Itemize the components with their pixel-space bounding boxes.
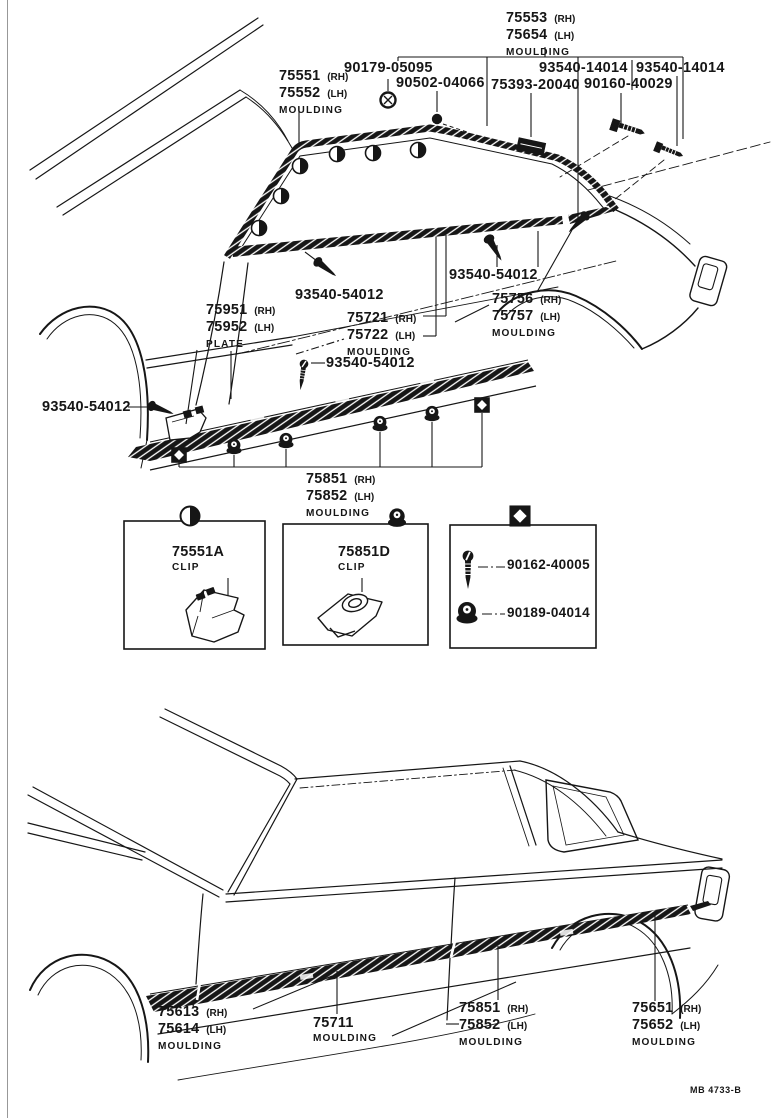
leader-lines-top bbox=[128, 47, 683, 467]
part-label-90160-40029: 90160-40029 bbox=[584, 76, 673, 92]
clip-label-75551a: 75551A CLIP bbox=[172, 543, 225, 573]
part-label-75613-75614: 75613 (RH) 75614 (LH) MOULDING bbox=[158, 1003, 228, 1052]
part-label-75651-75652: 75651 (RH) 75652 (LH) MOULDING bbox=[632, 999, 702, 1048]
clip-symbol-icon bbox=[273, 188, 288, 203]
part-label-75711: 75711 MOULDING bbox=[313, 1014, 378, 1044]
clip-circle-icons bbox=[251, 142, 425, 235]
part-label-75851-75852: 75851 (RH) 75852 (LH) MOULDING bbox=[306, 470, 376, 519]
clip-symbol-icon bbox=[181, 507, 200, 526]
part-label-90189-04014: 90189-04014 bbox=[507, 605, 590, 620]
part-label-75393-20040: 75393-20040 bbox=[491, 77, 580, 93]
screw-icon bbox=[296, 359, 309, 391]
moulding-joint-cover bbox=[516, 137, 546, 156]
grommet-icon bbox=[457, 602, 478, 624]
screw-icon bbox=[146, 400, 175, 419]
part-label-75951-75952: 75951 (RH) 75952 (LH) PLATE bbox=[206, 301, 276, 350]
grommet-icon bbox=[279, 433, 294, 448]
bolt-icon bbox=[653, 141, 684, 162]
clip-symbol-icon bbox=[365, 145, 380, 160]
part-label-75551-75552: 75551 (RH) 75552 (LH) MOULDING bbox=[279, 67, 349, 116]
diamond-square-icon bbox=[474, 397, 490, 413]
detail-box-fasteners bbox=[450, 525, 596, 648]
clip-symbol-icon bbox=[292, 158, 307, 173]
part-label-93540-54012-window: 93540-54012 bbox=[449, 267, 538, 283]
body-side-moulding-strip bbox=[146, 901, 711, 1012]
grommet-icon bbox=[373, 416, 388, 431]
part-label-75721-75722: 75721 (RH) 75722 (LH) MOULDING bbox=[347, 309, 417, 358]
screw-icon bbox=[463, 551, 474, 589]
figure-code: MB 4733-B bbox=[690, 1085, 742, 1095]
clip-symbol-icon bbox=[251, 220, 266, 235]
screw-icon bbox=[312, 255, 340, 280]
circled-nut-icon bbox=[381, 93, 396, 108]
part-label-93540-14014-b: 93540-14014 bbox=[636, 60, 725, 76]
clip-75551a-drawing bbox=[186, 578, 244, 642]
grommet-icon bbox=[425, 406, 440, 421]
bolt-icon bbox=[609, 118, 646, 140]
fastener-box-icons bbox=[457, 551, 506, 624]
part-label-75756-75757: 75756 (RH) 75757 (LH) MOULDING bbox=[492, 290, 562, 339]
diamond-square-icon bbox=[509, 505, 530, 526]
part-label-75851-75852-lower: 75851 (RH) 75852 (LH) MOULDING bbox=[459, 999, 529, 1048]
clip-symbol-icon bbox=[329, 146, 344, 161]
part-label-93540-54012-center: 93540-54012 bbox=[295, 287, 384, 303]
clip-symbol-icon bbox=[410, 142, 425, 157]
grommet-icon bbox=[388, 508, 406, 526]
part-label-90502-04066: 90502-04066 bbox=[396, 75, 485, 91]
part-label-90162-40005: 90162-40005 bbox=[507, 557, 590, 572]
screw-icon bbox=[482, 233, 506, 264]
part-label-75553-75654: 75553 (RH) 75654 (LH) MOULDING bbox=[506, 9, 576, 58]
part-label-90179-05095: 90179-05095 bbox=[344, 60, 433, 76]
belt-mouldings bbox=[231, 207, 614, 257]
part-label-93540-54012-lower: 93540-54012 bbox=[326, 355, 415, 371]
clip-75851d-drawing bbox=[318, 578, 382, 637]
part-label-93540-54012-left: 93540-54012 bbox=[42, 399, 131, 415]
clip-label-75851d: 75851D CLIP bbox=[338, 543, 391, 573]
diamond-square-icon bbox=[171, 447, 187, 463]
part-label-93540-14014-a: 93540-14014 bbox=[539, 60, 628, 76]
